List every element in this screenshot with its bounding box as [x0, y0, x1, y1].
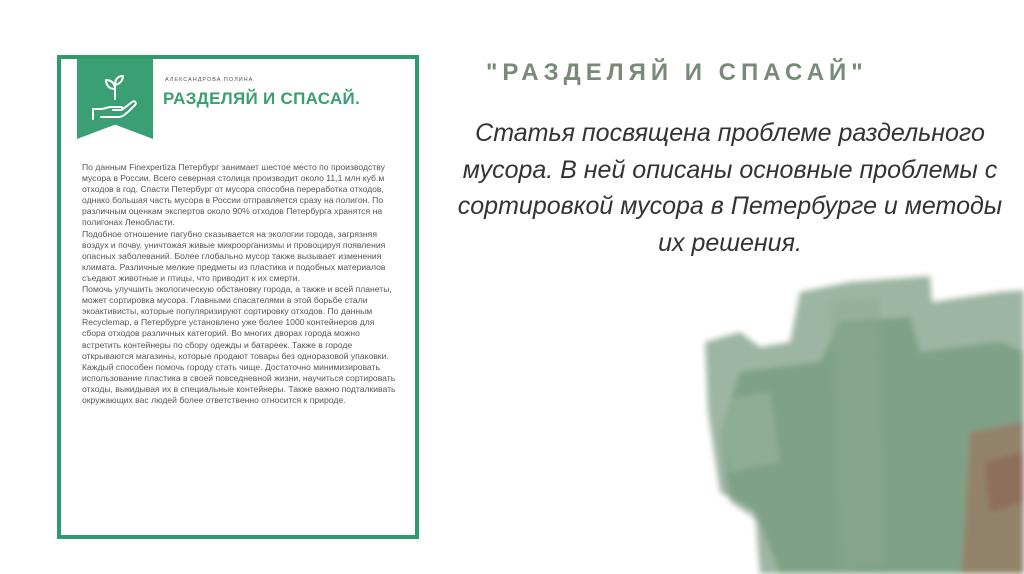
article-title: РАЗДЕЛЯЙ И СПАСАЙ. [163, 89, 361, 108]
slide-description: Статья посвящена проблеме раздельного мусора. В ней описаны основные проблемы с сортировкой мусора в Петербурге и методы их решения. [457, 119, 1003, 257]
article-paragraph: По данным Finexpertiza Петербург занимает шестое место по производству мусора в России. Всего северная столица производит около 11,1 млн куб.м отходов в год. Спасти Петербург от мусора способна переработка отходов, однако большая часть мусора в России отправляется сразу на полигон. По различным оценкам экспертов около 90% отходов Петербурга хранятся на полигонах Ленобласти. [82, 162, 385, 228]
article-image [57, 55, 419, 539]
article-body [82, 162, 400, 406]
article-paragraph: Подобное отношение пагубно сказывается на экологии города, загрязняя воздух и почву, уничтожая живые микроорганизмы и провоцируя появления опасных заболеваний. Более глобально мусор также вызывает изменения климата. Различные мелкие предметы из пластика и подобных материалов съедают животные и птицы, что приводит к их смерти. [82, 228, 386, 283]
watercolor-decoration [700, 262, 1024, 574]
article-paragraph: Каждый способен помочь городу стать чище. Достаточно минимизировать использование пластика в своей повседневной жизни, научиться сортировать отходы, выкидывая их в специальные контейнеры. Также важно подталкивать окружающих вас людей более ответственно относится к природе. [82, 361, 396, 405]
article-paragraph: Помочь улучшить экологическую обстановку города, а также и всей планеты, может сортировка мусора. Главными спасателями в этой борьбе стали экоактивисты, которые популяризируют сортировку отходов. По данным Recyclemap, в Петербурге установлено уже более 1000 контейнеров для сбора отходов различных категорий. Во многих дворах города можно встретить контейнеры по сбору одежды и батареек. Также в городе открываются магазины, которые продают товары без одноразовой упаковки. [82, 284, 392, 361]
hand-sprout-icon [87, 69, 143, 125]
eco-banner [77, 59, 153, 139]
article-author: АЛЕКСАНДРОВА ПОЛИНА [165, 77, 254, 83]
slide-title: "РАЗДЕЛЯЙ И СПАСАЙ" [486, 59, 868, 86]
